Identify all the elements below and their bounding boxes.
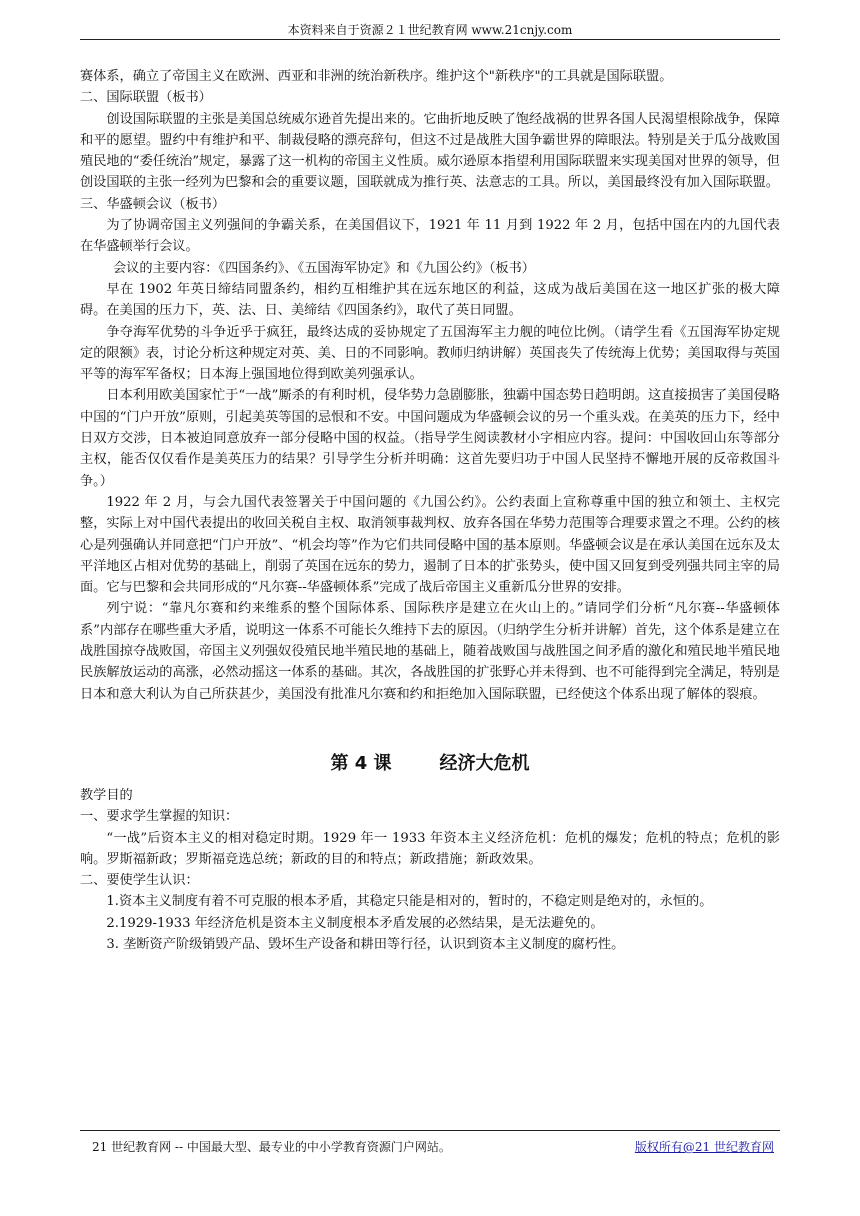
lesson-name: 经济大危机: [439, 752, 530, 774]
paragraph: 为了协调帝国主义列强间的争霸关系，在美国倡议下，1921 年 11 月到 1922 年 2 月，包括中国在内的九国代表在华盛顿举行会议。: [80, 218, 780, 255]
list-item: 2.1929-1933 年经济危机是资本主义制度根本矛盾发展的必然结果，是无法避免的。: [106, 915, 604, 931]
footer-text: 21 世纪教育网 -- 中国最大型、最专业的中小学教育资源门户网站。: [92, 1140, 451, 1154]
lesson-number: 第 4 课: [330, 752, 392, 774]
section-heading: 三、华盛顿会议（板书）: [80, 196, 226, 212]
paragraph: 列宁说：“靠凡尔赛和约来维系的整个国际体系、国际秩序是建立在火山上的。”请同学们分析“凡尔赛--华盛顿体系”内部存在哪些重大矛盾，说明这一体系不可能长久维持下去的原因。（归纳学生分析并讲解）首先，这个体系是建立在战胜国掠夺战败国，帝国主义列强奴役殖民地半殖民地的基础上，随着战败国与战胜国之间矛盾的激化和殖民地半殖民地民族解放运动的高涨，必然动摇这一体系的基础。其次，各战胜国的扩张野心并未得到、也不可能得到完全满足，特别是日本和意大利认为自己所获甚少，美国没有批准凡尔赛和约和拒绝加入国际联盟，已经使这个体系出现了解体的裂痕。: [80, 601, 780, 702]
paragraph: 创设国际联盟的主张是美国总统威尔逊首先提出来的。它曲折地反映了饱经战祸的世界各国人民渴望根除战争，保障和平的愿望。盟约中有维护和平、制裁侵略的漂亮辞句，但这不过是战胜大国争霸世界的障眼法。特别是关于瓜分战败国殖民地的“委任统治”规定，暴露了这一机构的帝国主义性质。威尔逊原本指望利用国际联盟来实现美国对世界的领导，但创设国联的主张一经列为巴黎和会的重要议题，国联就成为推行英、法意志的工具。所以，美国最终没有加入国际联盟。: [80, 111, 780, 191]
paragraph: “一战”后资本主义的相对稳定时期。1929 年一 1933 年资本主义经济危机：危机的爆发；危机的特点；危机的影响。罗斯福新政；罗斯福竞选总统；新政的目的和特点；新政措施；新政效果。: [80, 830, 780, 867]
section-heading: 二、国际联盟（板书）: [80, 90, 212, 106]
copyright-link[interactable]: 版权所有@21 世纪教育网: [634, 1140, 774, 1154]
paragraph: 赛体系，确立了帝国主义在欧洲、西亚和非洲的统治新秩序。维护这个"新秩序"的工具就是国际联盟。: [80, 69, 673, 84]
page-header: 本资料来自于资源２１世纪教育网 www.21cnjy.com: [287, 23, 573, 37]
paragraph: 会议的主要内容：《四国条约》、《五国海军协定》和《九国公约》（板书）: [113, 260, 535, 276]
section-heading: 二、要使学生认识：: [80, 873, 199, 889]
footer-divider: [80, 1130, 780, 1131]
list-item: 3. 垄断资产阶级销毁产品、毁坏生产设备和耕田等行径，认识到资本主义制度的腐朽性。: [106, 936, 625, 952]
lesson-title: [80, 751, 780, 777]
paragraph: 1922 年 2 月，与会九国代表签署关于中国问题的《九国公约》。公约表面上宣称尊重中国的独立和领土、主权完整，实际上对中国代表提出的收回关税自主权、取消领事裁判权、放弃各国在华势力范围等合理要求置之不理。公约的核心是列强确认并同意把“门户开放”、“机会均等”作为它们共同侵略中国的基本原则。华盛顿会议是在承认美国在远东及太平洋地区占相对优势的基础上，削弱了英国在远东的势力，遏制了日本的扩张势头，使中国又回复到受列强共同主宰的局面。它与巴黎和会共同形成的“凡尔赛--华盛顿体系”完成了战后帝国主义重新瓜分世界的安排。: [80, 494, 780, 596]
objectives-title: 教学目的: [80, 787, 133, 803]
paragraph: 早在 1902 年英日缔结同盟条约，相约互相维护其在远东地区的利益，这成为战后美国在这一地区扩张的极大障碍。在美国的压力下，英、法、日、美缔结《四国条约》，取代了英日同盟。: [80, 281, 780, 319]
list-item: 1.资本主义制度有着不可克服的根本矛盾，其稳定只能是相对的，暂时的，不稳定则是绝对的，永恒的。: [106, 894, 713, 910]
document-body: [80, 66, 780, 955]
header-divider: [80, 39, 780, 40]
section-heading: 一、要求学生掌握的知识：: [80, 809, 239, 825]
paragraph: 日本利用欧美国家忙于“一战”厮杀的有利时机，侵华势力急剧膨胀，独霸中国态势日趋明朗。这直接损害了美国侵略中国的“门户开放”原则，引起美英等国的忌恨和不安。中国问题成为华盛顿会议的另一个重头戏。在美英的压力下，经中日双方交涉，日本被迫同意放弃一部分侵略中国的权益。（指导学生阅读教材小字相应内容。提问：中国收回山东等部分主权，能否仅仅看作是美英压力的结果？引导学生分析并明确：这首先要归功于中国人民坚持不懈地开展的反帝救国斗争。）: [80, 388, 780, 489]
paragraph: 争夺海军优势的斗争近乎于疯狂，最终达成的妥协规定了五国海军主力舰的吨位比例。（请学生看《五国海军协定规定的限额》表，讨论分析这种规定对英、美、日的不同影响。教师归纳讲解）英国丧失了传统海上优势；美国取得与英国平等的海军军备权；日本海上强国地位得到欧美列强承认。: [80, 324, 780, 383]
